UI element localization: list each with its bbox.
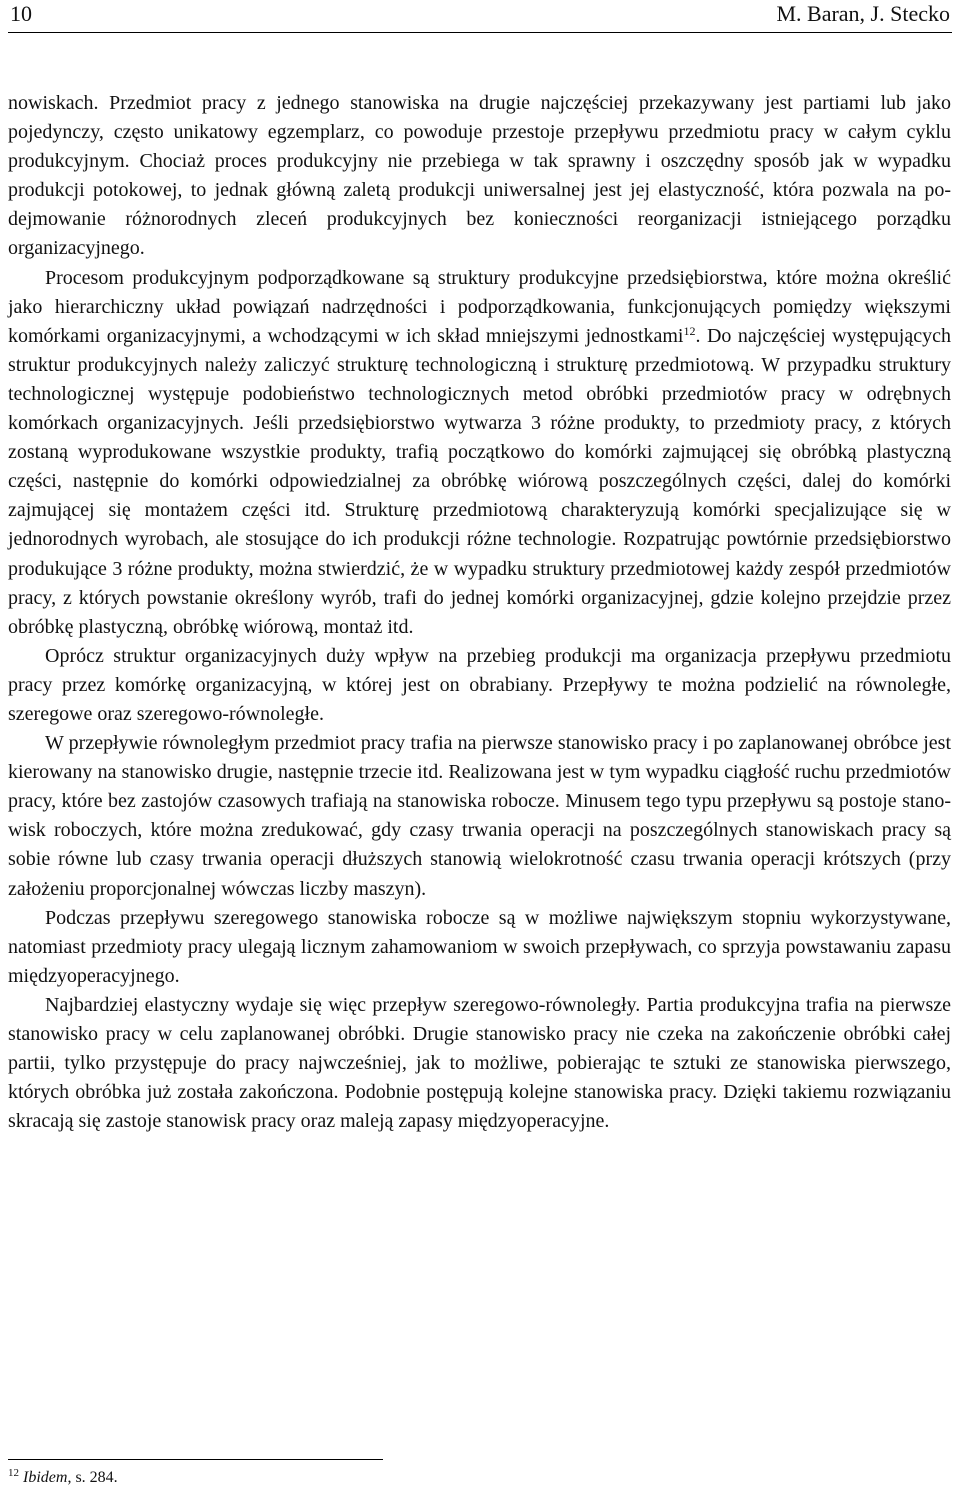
running-header-authors: M. Baran, J. Stecko — [776, 1, 950, 26]
paragraph-5 — [8, 904, 951, 991]
paragraph-3-text: Oprócz struktur organizacyjnych duży wpływ na przebieg produkcji ma organizacja przepływu przedmiotu pracy przez komórkę organizacyjną, w której jest on obrabiany. Przepływy te można podzielić na równoległe, szeregowe oraz szeregowo-równoległe. — [8, 644, 951, 725]
footnote-separator — [8, 1459, 383, 1460]
paragraph-6-text: Najbardziej elastyczny wydaje się więc przepływ szeregowo-równoległy. Partia produkcyjna trafia na pierwsze stanowisko pracy w celu zaplanowanej obróbki. Drugie stanowisko pracy nie czeka na zakończenie obróbki całej partii, tylko przystępuje do pracy najwcześniej, jak to możliwe, pobierając te sztuki ze stanowiska pierwszego, których obróbka już została zakończona. Podobnie postępują kolejne stanowiska pracy. Dzięki takiemu rozwiązaniu skracają się zastoje stanowisk pracy oraz maleją zapasy międzyoperacyjne. — [8, 993, 951, 1133]
paragraph-4-text: W przepływie równoległym przedmiot pracy trafia na pierwsze stanowisko pracy i po zaplanowanej obróbce jest kierowany na stanowisko drugie, następnie trzecie itd. Realizowana jest w tym wypadku ciągłość ruchu przedmiotów pracy, które bez zastojów czasowych trafiają na stanowiska robocze. Minusem tego typu przepływu są postoje stanowisk roboczych, które można zredukować, gdy czasy trwania operacji na poszczególnych stanowiskach pracy są sobie równe lub czasy trwania operacji dłuższych stanowią wielokrotność czasu trwania operacji krótszych (przy założeniu proporcjonalnej wówczas liczby maszyn). — [8, 732, 951, 900]
body-text — [8, 89, 951, 1136]
paragraph-2-text-b: . Do najczęściej występujących struktur produkcyjnych należy zaliczyć strukturę technologiczną i strukturę przedmiotową. W przypadku struktury technologicznej występuje podobieństwo technologicznych metod obróbki przedmiotów pracy w odrębnych komórkach organizacyjnych. Jeśli przedsiębiorstwo wytwarza 3 różne produkty, to przedmioty pracy, z których zostaną wyprodukowane wszystkie produkty, trafią początkowo do komórki zajmującej się obróbką plastyczną części, następnie do komórki odpowiedzialnej za obróbkę wiórową poszczególnych części, dalej do komórki zajmującej się montażem części itd. Strukturę przedmiotową charakteryzują komórki specjalizujące się w jednorodnych wyrobach, ale stosujące do ich produkcji różne technologie. Rozpatrując powtórnie przedsiębiorstwo produkujące 3 różne produkty, można stwierdzić, że w wypadku struktury przedmiotowej każdy zespół przedmiotów pracy, z których powstanie określony wyrób, trafi do jednej komórki organizacyjnej, gdzie kolejno przejdzie przez obróbkę plastyczną, obróbkę wiórową, montaż itd. — [8, 324, 951, 638]
paragraph-4 — [8, 729, 951, 904]
footnote-text: , s. 284. — [67, 1469, 118, 1486]
paragraph-2-text-a: Procesom produkcyjnym podporządkowane są struktury produkcyjne przedsiębiorstwa, które można określić jako hierarchiczny układ powiązań nadrzędności i podporządkowania, funkcjonujących pomiędzy większymi komórkami organizacyjnymi, a wchodzącymi w ich skład mniejszymi jednostkami — [8, 266, 951, 347]
paragraph-3 — [8, 642, 951, 729]
paragraph-5-text: Podczas przepływu szeregowego stanowiska robocze są w możliwe największym stopniu wykorzystywane, natomiast przedmioty pracy ulegają licznym zahamowaniom w swoich przepływach, co sprzyja powstawaniu zapasu międzyoperacyjnego. — [8, 906, 951, 987]
footnote-reference[interactable]: 12 — [683, 323, 696, 338]
footnote — [8, 1468, 118, 1488]
page-number: 10 — [10, 1, 32, 26]
running-header — [8, 0, 952, 33]
footnote-number: 12 — [8, 1467, 19, 1479]
paragraph-1-text: nowiskach. Przedmiot pracy z jednego stanowiska na drugie najczęściej przekazywany jest partiami lub jako pojedynczy, często unikatowy egzemplarz, co powoduje przestoje przepływu przedmiotu pracy w całym cyklu produkcyjnym. Chociaż proces produkcyjny nie przebiega w tak sprawny i oszczędny sposób jak w wypadku produkcji potokowej, to jednak główną zaletą produkcji uniwersalnej jest jej elastyczność, która pozwala na podejmowanie różnorodnych zleceń produkcyjnych bez konieczności reorganizacji istniejącego porządku organizacyjnego. — [8, 92, 951, 260]
paragraph-1 — [8, 89, 951, 264]
paragraph-6 — [8, 991, 951, 1136]
paragraph-2 — [8, 264, 951, 642]
footnote-source: Ibidem — [23, 1469, 68, 1486]
